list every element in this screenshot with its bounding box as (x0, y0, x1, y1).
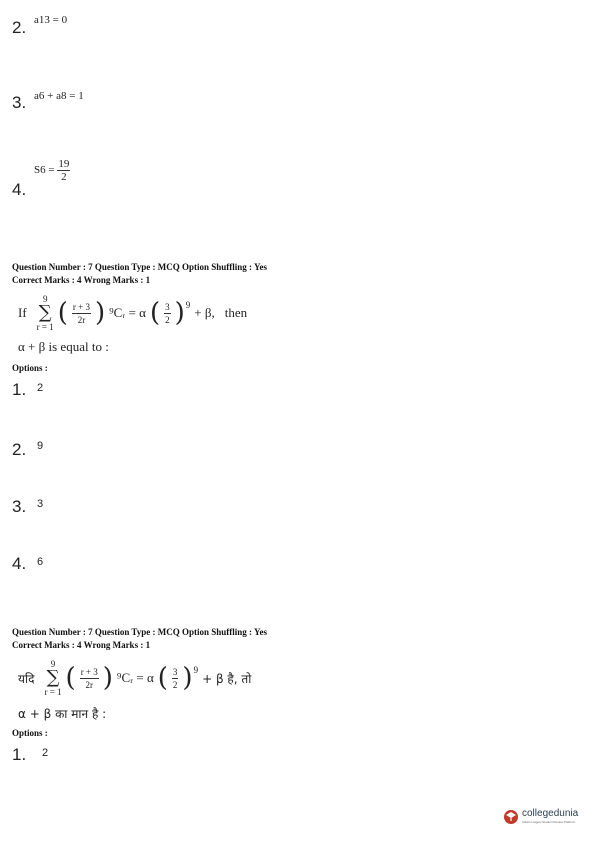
prev-option-number: 4. (12, 180, 27, 199)
option-number: 4. (12, 554, 27, 573)
question-equation: यदि 9 ∑ r = 1 ( $\frac{r + 3}{2r}$ ) ⁹Cᵣ = α ( $\frac{3}{2}$ ) $^9$ + β है, तो (18, 659, 252, 697)
prev-option-number: 2. (12, 18, 27, 37)
fraction: $\frac{3}{2}$ (165, 301, 170, 325)
prev-option-expression: a13 = 0 (34, 14, 68, 26)
option-value: 2 (42, 747, 49, 759)
prev-option-expression: S6 = $\frac{19}{2}$ (34, 158, 70, 183)
question-text: α + β का मान है : (18, 707, 107, 721)
logo-tagline: India's Largest Student Review Platform (522, 820, 576, 824)
option-number: 1. (12, 380, 27, 399)
question-text: α + β is equal to : (18, 339, 109, 354)
option-value: 2 (37, 382, 44, 394)
fraction: $\frac{19}{2}$ (58, 158, 70, 183)
summation: 9 ∑ r = 1 (36, 294, 54, 332)
option-number: 2. (12, 440, 27, 459)
prev-option-expression: a6 + a8 = 1 (34, 90, 84, 102)
option-value: 6 (37, 556, 44, 568)
option-number: 3. (12, 497, 27, 516)
fraction: $\frac{r + 3}{2r}$ (80, 666, 98, 690)
collegedunia-logo (502, 806, 590, 828)
fraction: $\frac{r + 3}{2r}$ (72, 301, 90, 325)
sigma-symbol: ∑ (46, 667, 60, 688)
option-value: 3 (37, 498, 44, 510)
question-marks: Correct Marks : 4 Wrong Marks : 1 (12, 275, 151, 285)
question-header: Question Number : 7 Question Type : MCQ Option Shuffling : Yes (12, 627, 267, 637)
question-equation: If 9 ∑ r = 1 ( $\frac{r + 3}{2r}$ ) ⁹Cᵣ = α ( $\frac{3}{2}$ ) $^9$ + β, then (18, 294, 248, 332)
options-label: Options : (12, 363, 48, 373)
logo-brand: collegedunia (522, 808, 579, 819)
sigma-symbol: ∑ (38, 302, 52, 323)
summation: 9 ∑ r = 1 (44, 659, 62, 697)
prev-option-number: 3. (12, 93, 27, 112)
option-value: 9 (37, 440, 44, 452)
options-label: Options : (12, 728, 48, 738)
question-header: Question Number : 7 Question Type : MCQ Option Shuffling : Yes (12, 262, 267, 272)
fraction: $\frac{3}{2}$ (172, 666, 178, 690)
question-marks: Correct Marks : 4 Wrong Marks : 1 (12, 640, 151, 650)
option-number: 1. (12, 745, 27, 764)
